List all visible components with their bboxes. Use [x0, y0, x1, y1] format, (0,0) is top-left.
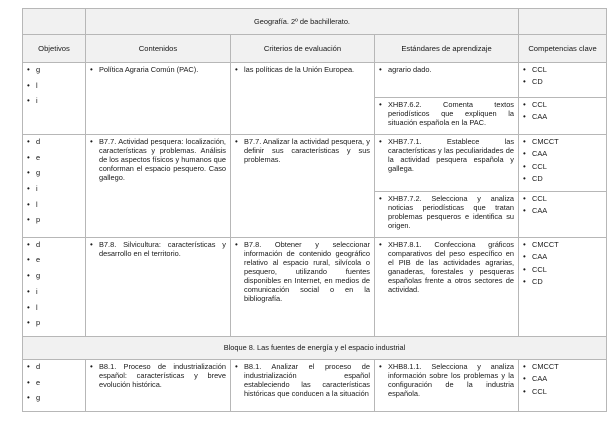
competence-item: • CD	[523, 277, 602, 286]
content-text: • B7.8. Silvicultura: características y desarrollo en el territorio.	[90, 240, 226, 258]
column-header-competences: Competencias clave	[519, 35, 607, 63]
table-row	[23, 237, 607, 336]
competence-item: • CAA	[523, 252, 602, 261]
column-header-criteria: Criterios de evaluación	[231, 35, 375, 63]
criteria-text: • B7.7. Analizar la actividad pesquera, y definir sus características y sus problemas.	[235, 137, 370, 164]
objective-item: • g	[27, 168, 81, 177]
content-cell	[86, 359, 231, 411]
curriculum-page	[22, 8, 606, 412]
standard-text: • XHB7.7.1. Establece las características y las peculiaridades de la actividad pesquera española y gallega.	[379, 137, 514, 173]
objective-item: • d	[27, 240, 81, 249]
criteria-cell	[231, 237, 375, 336]
objectives-cell	[23, 63, 86, 135]
competence-item: • CAA	[523, 149, 602, 158]
competence-item: • CAA	[523, 374, 602, 383]
objective-item: • i	[27, 184, 81, 193]
criteria-cell	[231, 359, 375, 411]
block-band	[23, 336, 607, 359]
competence-item: • CMCCT	[523, 240, 602, 249]
criteria-text: • las políticas de la Unión Europea.	[235, 65, 370, 74]
objectives-cell	[23, 237, 86, 336]
objective-item: • l	[27, 81, 81, 90]
objective-item: • l	[27, 303, 81, 312]
column-header-objectives: Objetivos	[23, 35, 86, 63]
content-text: • B7.7. Actividad pesquera: localización, características y problemas. Análisis de los aspectos físicos y humanos que conforman el espacio pesquero. Caso gallego.	[90, 137, 226, 182]
content-cell	[86, 237, 231, 336]
competence-item: • CCL	[523, 162, 602, 171]
objective-item: • l	[27, 200, 81, 209]
header-corner	[23, 9, 86, 35]
competence-item: • CCL	[523, 265, 602, 274]
block-title: Bloque 8. Las fuentes de energía y el espacio industrial	[23, 336, 607, 359]
standard-cell	[375, 63, 519, 98]
objective-item: • d	[27, 137, 81, 146]
table-row	[23, 63, 607, 98]
standard-cell	[375, 359, 519, 411]
objectives-cell	[23, 359, 86, 411]
objective-item: • e	[27, 378, 81, 387]
competences-cell	[519, 63, 607, 98]
content-text: • Política Agraria Común (PAC).	[90, 65, 226, 74]
header-corner-right	[519, 9, 607, 35]
competence-item: • CAA	[523, 112, 602, 121]
competence-item: • CAA	[523, 206, 602, 215]
table-row	[23, 135, 607, 192]
objective-item: • e	[27, 153, 81, 162]
objective-item: • g	[27, 271, 81, 280]
competence-item: • CMCCT	[523, 362, 602, 371]
competence-item: • CCL	[523, 65, 602, 74]
curriculum-table	[22, 8, 607, 412]
objective-item: • g	[27, 65, 81, 74]
objective-item: • g	[27, 393, 81, 402]
competences-cell	[519, 135, 607, 192]
content-text: • B8.1. Proceso de industrialización español: características y breve evolución histórica.	[90, 362, 226, 389]
table-title: Geografía. 2º de bachillerato.	[86, 9, 519, 35]
objective-item: • e	[27, 255, 81, 264]
standard-cell	[375, 135, 519, 192]
standard-text: • XHB7.6.2. Comenta textos periodísticos que expliquen la situación española en la PAC.	[379, 100, 514, 127]
criteria-cell	[231, 135, 375, 238]
criteria-text: • B7.8. Obtener y seleccionar información de contenido geográfico relativo al espacio rural, silvícola o pesquero, utilizando fuentes disponibles en Internet, en medios de comunicación social o en la bibliografía.	[235, 240, 370, 304]
competences-cell	[519, 192, 607, 238]
competences-cell	[519, 237, 607, 336]
objective-item: • p	[27, 318, 81, 327]
competence-item: • CCL	[523, 100, 602, 109]
standard-cell	[375, 192, 519, 238]
standard-text: • XHB7.8.1. Confecciona gráficos comparativos del peso específico en el PIB de las actividades agrarias, ganaderas, forestales y pesqueras españolas frente a otros sectores de actividad.	[379, 240, 514, 295]
standard-text: • XHB7.7.2. Selecciona y analiza noticias periodísticas que tratan problemas pesqueros e identifica su origen.	[379, 194, 514, 230]
criteria-text: • B8.1. Analizar el proceso de industrialización español estableciendo las características históricas que conducen a la situación	[235, 362, 370, 398]
competence-item: • CD	[523, 174, 602, 183]
standard-cell	[375, 237, 519, 336]
objective-item: • p	[27, 215, 81, 224]
standard-text: • agrario dado.	[379, 65, 514, 74]
standard-text: • XHB8.1.1. Selecciona y analiza información sobre los problemas y la configuración de la industria española.	[379, 362, 514, 398]
competences-cell	[519, 359, 607, 411]
competence-item: • CD	[523, 77, 602, 86]
column-header-standards: Estándares de aprendizaje	[375, 35, 519, 63]
competences-cell	[519, 98, 607, 135]
competence-item: • CCL	[523, 194, 602, 203]
table-row	[23, 359, 607, 411]
objective-item: • i	[27, 287, 81, 296]
content-cell	[86, 63, 231, 135]
standard-cell	[375, 98, 519, 135]
criteria-cell	[231, 63, 375, 135]
column-header-contents: Contenidos	[86, 35, 231, 63]
objectives-cell	[23, 135, 86, 238]
objective-item: • d	[27, 362, 81, 371]
competence-item: • CMCCT	[523, 137, 602, 146]
competence-item: • CCL	[523, 387, 602, 396]
content-cell	[86, 135, 231, 238]
objective-item: • i	[27, 96, 81, 105]
